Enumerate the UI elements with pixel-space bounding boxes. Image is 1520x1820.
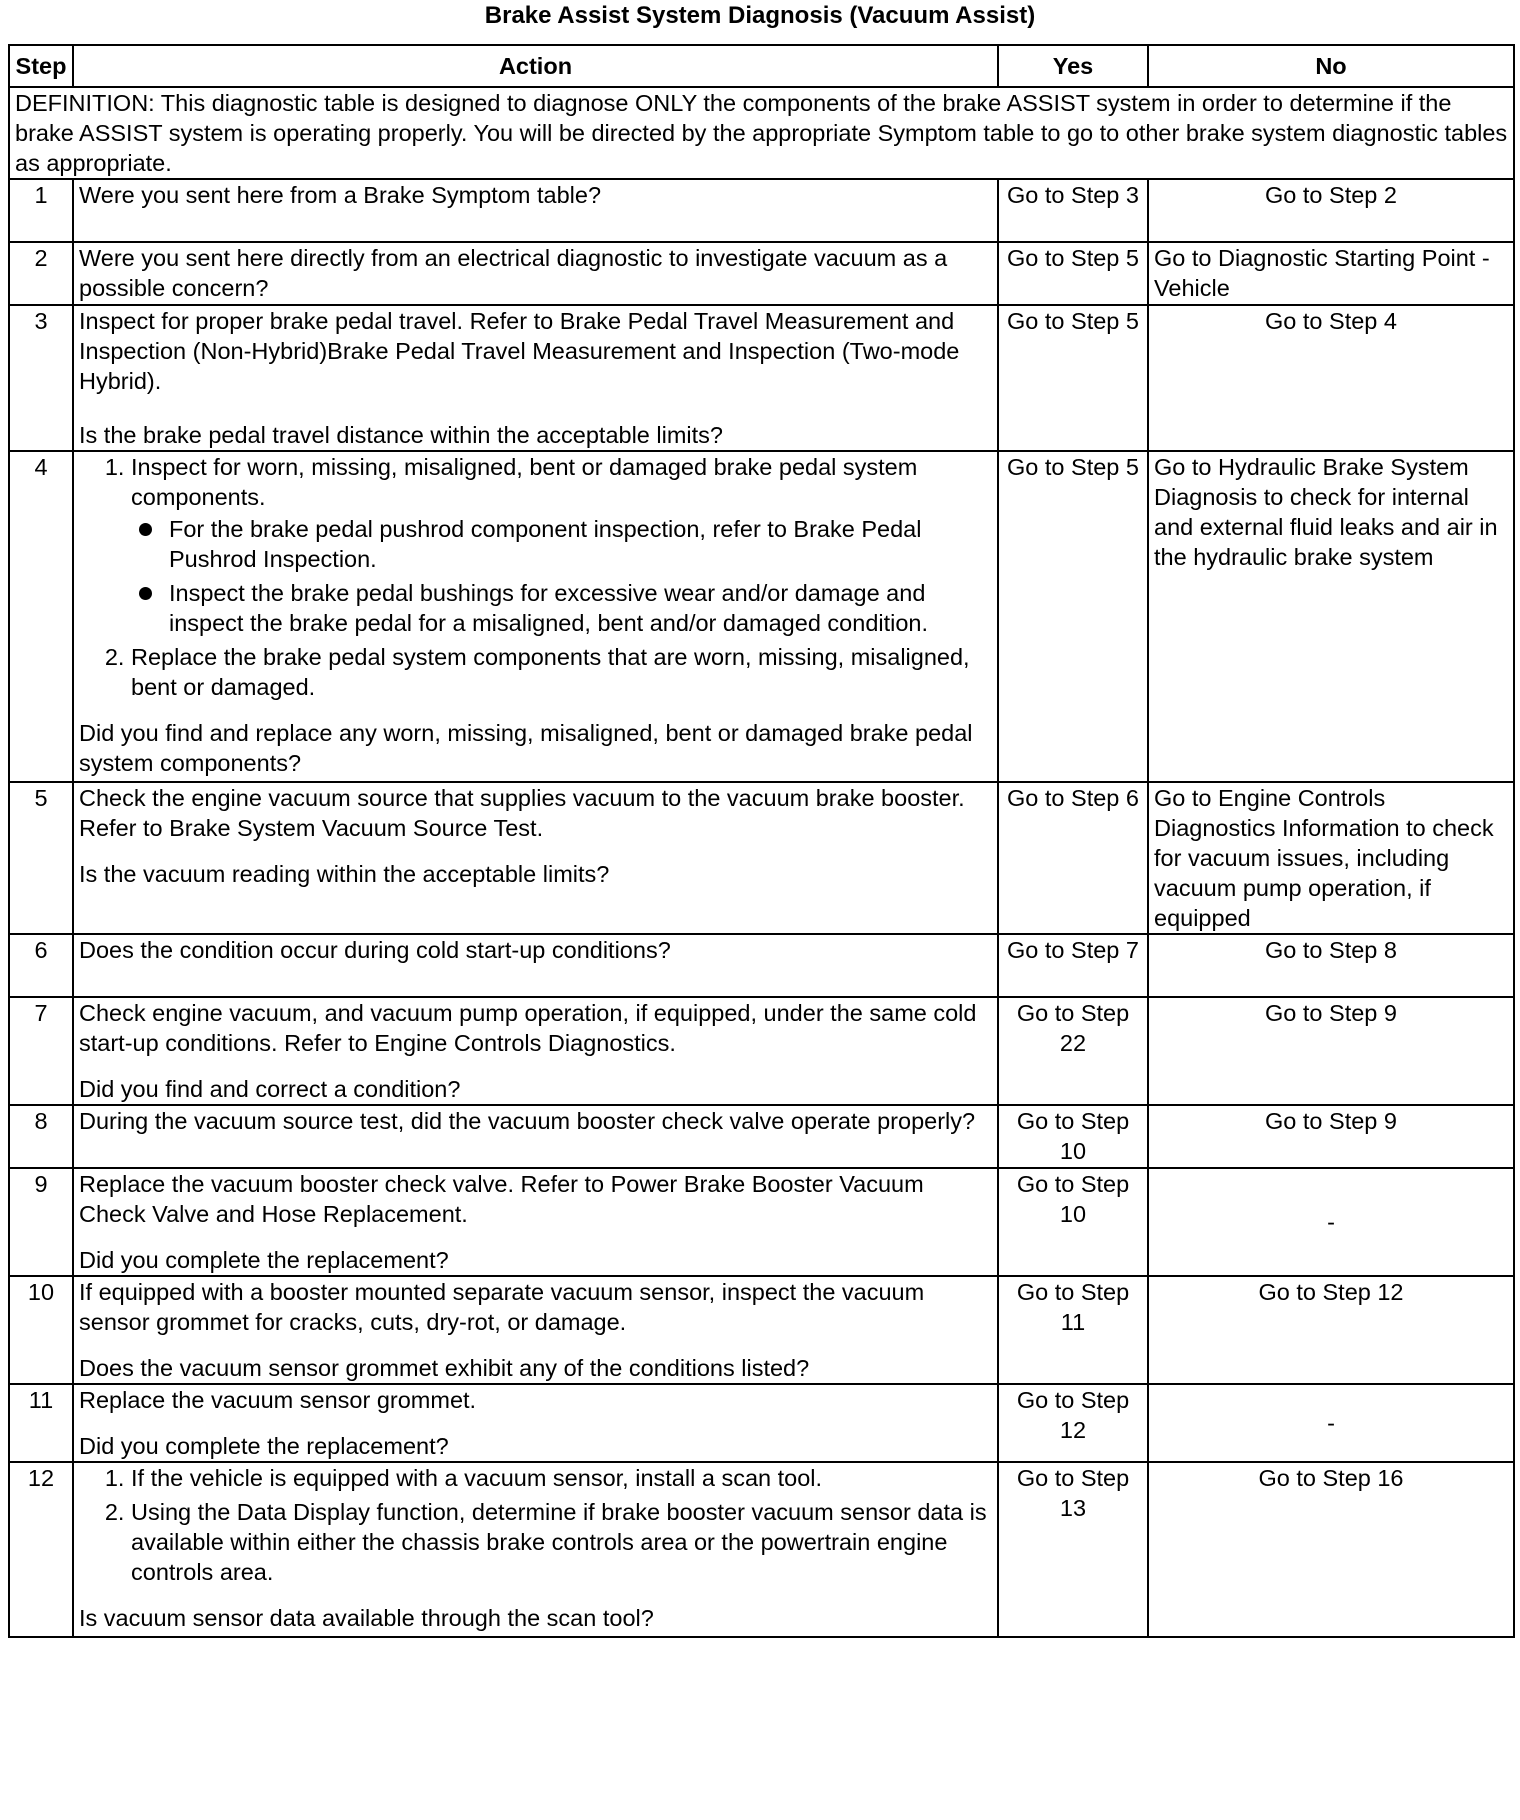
no-link[interactable]: Go to Step 9 bbox=[1148, 1105, 1514, 1168]
no-link[interactable]: Go to Hydraulic Brake System Diagnosis to check for internal and external fluid leaks and air in the hydraulic brake system bbox=[1148, 451, 1514, 782]
table-row bbox=[9, 1105, 1514, 1168]
list-item bbox=[131, 1463, 992, 1493]
action-text: Were you sent here directly from an electrical diagnostic to investigate vacuum as a possible concern? bbox=[73, 242, 998, 305]
step-number: 1 bbox=[9, 179, 73, 242]
table-row bbox=[9, 1384, 1514, 1462]
table-row bbox=[9, 782, 1514, 934]
no-link[interactable]: Go to Step 2 bbox=[1148, 179, 1514, 242]
yes-link[interactable]: Go to Step 3 bbox=[998, 179, 1148, 242]
action-bullet-list bbox=[131, 514, 992, 638]
action-cell bbox=[73, 1384, 998, 1462]
header-yes: Yes bbox=[998, 45, 1148, 87]
no-link[interactable]: Go to Step 8 bbox=[1148, 934, 1514, 997]
no-link[interactable]: Go to Step 12 bbox=[1148, 1276, 1514, 1384]
action-cell bbox=[73, 305, 998, 451]
action-text: During the vacuum source test, did the vacuum booster check valve operate properly? bbox=[73, 1105, 998, 1168]
no-link[interactable]: Go to Step 9 bbox=[1148, 997, 1514, 1105]
step-number: 5 bbox=[9, 782, 73, 934]
step-number: 12 bbox=[9, 1462, 73, 1637]
yes-link[interactable]: Go to Step 10 bbox=[998, 1105, 1148, 1168]
step-number: 11 bbox=[9, 1384, 73, 1462]
action-text: Were you sent here from a Brake Symptom table? bbox=[73, 179, 998, 242]
table-row bbox=[9, 1168, 1514, 1276]
step-number: 4 bbox=[9, 451, 73, 782]
action-text: Check the engine vacuum source that supplies vacuum to the vacuum brake booster. Refer to Brake System Vacuum Source Test. bbox=[79, 785, 965, 841]
yes-link[interactable]: Go to Step 5 bbox=[998, 451, 1148, 782]
no-link[interactable]: Go to Step 16 bbox=[1148, 1462, 1514, 1637]
list-item bbox=[131, 452, 992, 638]
action-question: Did you complete the replacement? bbox=[79, 1433, 449, 1459]
table-row bbox=[9, 1462, 1514, 1637]
header-no: No bbox=[1148, 45, 1514, 87]
table-header-row bbox=[9, 45, 1514, 87]
yes-link[interactable]: Go to Step 5 bbox=[998, 242, 1148, 305]
list-item-text: Inspect for worn, missing, misaligned, bent or damaged brake pedal system components. bbox=[131, 454, 918, 510]
step-number: 3 bbox=[9, 305, 73, 451]
bullet-text: For the brake pedal pushrod component inspection, refer to Brake Pedal Pushrod Inspection. bbox=[169, 516, 922, 572]
action-cell bbox=[73, 451, 998, 782]
definition-row bbox=[9, 87, 1514, 179]
action-text: Check engine vacuum, and vacuum pump operation, if equipped, under the same cold start-up conditions. Refer to Engine Controls Diagnostics. bbox=[79, 1000, 977, 1056]
action-cell bbox=[73, 1276, 998, 1384]
action-text: Does the condition occur during cold start-up conditions? bbox=[73, 934, 998, 997]
yes-link[interactable]: Go to Step 6 bbox=[998, 782, 1148, 934]
step-number: 10 bbox=[9, 1276, 73, 1384]
action-text: Replace the vacuum sensor grommet. bbox=[79, 1387, 477, 1413]
yes-link[interactable]: Go to Step 12 bbox=[998, 1384, 1148, 1462]
action-question: Is the vacuum reading within the acceptable limits? bbox=[79, 861, 610, 887]
action-question: Is the brake pedal travel distance within the acceptable limits? bbox=[79, 422, 723, 448]
yes-link[interactable]: Go to Step 11 bbox=[998, 1276, 1148, 1384]
table-row bbox=[9, 997, 1514, 1105]
action-cell bbox=[73, 782, 998, 934]
table-row bbox=[9, 934, 1514, 997]
action-cell bbox=[73, 1462, 998, 1637]
table-row bbox=[9, 179, 1514, 242]
table-row bbox=[9, 451, 1514, 782]
step-number: 2 bbox=[9, 242, 73, 305]
action-question: Did you find and replace any worn, missing, misaligned, bent or damaged brake pedal system components? bbox=[79, 720, 973, 776]
bullet-icon bbox=[139, 523, 152, 536]
yes-link[interactable]: Go to Step 10 bbox=[998, 1168, 1148, 1276]
bullet-text: Inspect the brake pedal bushings for excessive wear and/or damage and inspect the brake pedal for a misaligned, bent and/or damaged condition. bbox=[169, 580, 929, 636]
bullet-item bbox=[169, 578, 992, 638]
action-question: Does the vacuum sensor grommet exhibit any of the conditions listed? bbox=[79, 1355, 810, 1381]
list-item-text: Replace the brake pedal system components that are worn, missing, misaligned, bent or damaged. bbox=[131, 644, 970, 700]
bullet-item bbox=[169, 514, 992, 574]
no-value: - bbox=[1148, 1384, 1514, 1462]
bullet-icon bbox=[139, 587, 152, 600]
step-number: 6 bbox=[9, 934, 73, 997]
no-value: - bbox=[1148, 1168, 1514, 1276]
no-link[interactable]: Go to Engine Controls Diagnostics Information to check for vacuum issues, including vacuum pump operation, if equipped bbox=[1148, 782, 1514, 934]
diagnostic-table bbox=[8, 44, 1515, 1638]
action-question: Is vacuum sensor data available through the scan tool? bbox=[79, 1605, 654, 1631]
table-row bbox=[9, 1276, 1514, 1384]
yes-link[interactable]: Go to Step 22 bbox=[998, 997, 1148, 1105]
yes-link[interactable]: Go to Step 13 bbox=[998, 1462, 1148, 1637]
action-text: Replace the vacuum booster check valve. Refer to Power Brake Booster Vacuum Check Valve and Hose Replacement. bbox=[79, 1171, 924, 1227]
table-row bbox=[9, 305, 1514, 451]
action-cell bbox=[73, 1168, 998, 1276]
action-question: Did you find and correct a condition? bbox=[79, 1076, 461, 1102]
action-cell bbox=[73, 997, 998, 1105]
list-item bbox=[131, 1497, 992, 1587]
header-step: Step bbox=[9, 45, 73, 87]
action-text: If equipped with a booster mounted separate vacuum sensor, inspect the vacuum sensor grommet for cracks, cuts, dry-rot, or damage. bbox=[79, 1279, 925, 1335]
action-text: Inspect for proper brake pedal travel. Refer to Brake Pedal Travel Measurement and Inspection (Non-Hybrid)Brake Pedal Travel Measurement and Inspection (Two-mode Hybrid). bbox=[79, 308, 960, 394]
action-numbered-list bbox=[79, 1463, 992, 1587]
list-item bbox=[131, 642, 992, 702]
yes-link[interactable]: Go to Step 5 bbox=[998, 305, 1148, 451]
yes-link[interactable]: Go to Step 7 bbox=[998, 934, 1148, 997]
document-title: Brake Assist System Diagnosis (Vacuum Assist) bbox=[484, 2, 1036, 29]
action-question: Did you complete the replacement? bbox=[79, 1247, 449, 1273]
list-item-text: Using the Data Display function, determine if brake booster vacuum sensor data is available within either the chassis brake controls area or the powertrain engine controls area. bbox=[131, 1499, 987, 1585]
no-link[interactable]: Go to Diagnostic Starting Point - Vehicle bbox=[1148, 242, 1514, 305]
action-numbered-list bbox=[79, 452, 992, 702]
step-number: 7 bbox=[9, 997, 73, 1105]
step-number: 9 bbox=[9, 1168, 73, 1276]
definition-text: DEFINITION: This diagnostic table is designed to diagnose ONLY the components of the brake ASSIST system in order to determine if the brake ASSIST system is operating properly. You will be directed by the appropriate Symptom table to go to other brake system diagnostic tables as appropriate. bbox=[9, 87, 1514, 179]
step-number: 8 bbox=[9, 1105, 73, 1168]
header-action: Action bbox=[73, 45, 998, 87]
table-row bbox=[9, 242, 1514, 305]
list-item-text: If the vehicle is equipped with a vacuum sensor, install a scan tool. bbox=[131, 1465, 823, 1491]
no-link[interactable]: Go to Step 4 bbox=[1148, 305, 1514, 451]
